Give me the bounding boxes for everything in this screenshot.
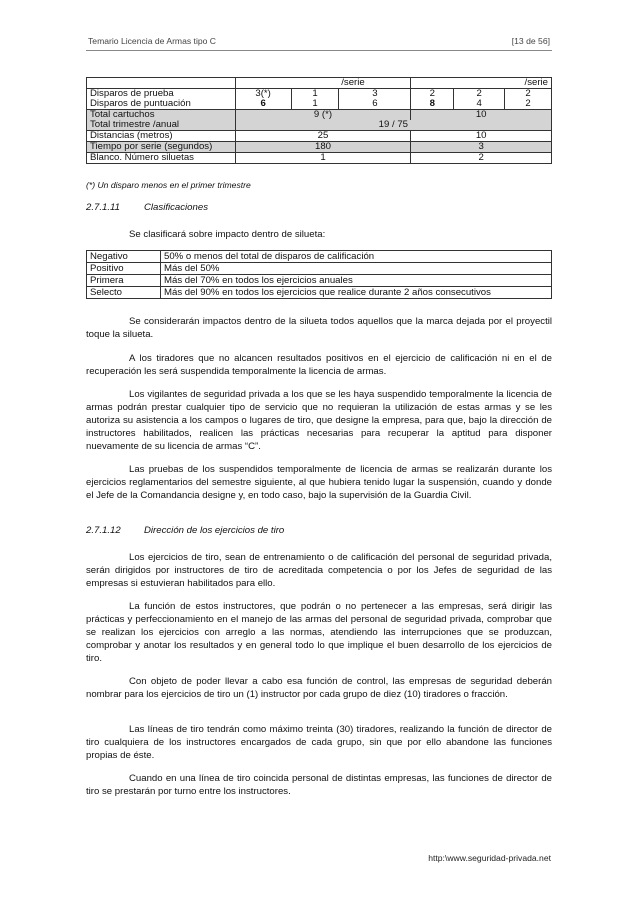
page-number: [13 de 56] [511,36,550,46]
table-row [87,142,552,153]
row-label: Tiempo por serie (segundos) [87,142,236,153]
table-row [87,78,552,89]
paragraph: Los ejercicios de tiro, sean de entrenamiento o de calificación del personal de seguridad privada, serán dirigidos por instructores de tiro de acreditada competencia o por los Jefes de seguridad de las empresas si estuvieran habilitados para ello. [86,552,552,589]
table-cell: 3 [411,142,552,153]
table-cell: 180 [235,142,411,153]
section-heading [86,525,284,536]
table-row [87,275,552,287]
row-label: Total trimestre /anual [87,120,236,131]
row-label: Distancias (metros) [87,131,236,142]
table-cell: 3 [339,89,411,100]
row-label: Blanco. Número siluetas [87,153,236,164]
class-key: Selecto [87,287,161,299]
table-cell: 2 [411,89,454,100]
class-key: Positivo [87,263,161,275]
paragraph: Se considerarán impactos dentro de la silueta todos aquellos que la marca dejada por el proyectil toque la silueta. [86,316,552,340]
table-cell: 25 [235,131,411,142]
table-cell [411,78,552,89]
table-row [87,263,552,275]
table-cell: 1 [291,99,339,110]
paragraph: Con objeto de poder llevar a cabo esa función de control, las empresas de seguridad deberán nombrar para los ejercicios de tiro un (1) instructor por cada grupo de diez (10) tiradores o fracción. [86,676,552,700]
table-row [87,131,552,142]
row-label: Disparos de puntuación [87,99,236,110]
footer-url[interactable]: http:\www.seguridad-privada.net [428,853,551,863]
section-title: Clasificaciones [144,202,208,213]
paragraph: Las pruebas de los suspendidos temporalmente de licencia de armas se realizarán durante los ejercicios reglamentarios del semestre siguiente, al que hubiera tenido lugar la suspensión, cuando y donde el Jefe de la Comandancia designe y, en todo caso, bajo la supervisión de la Guardia Civil. [86,464,552,501]
paragraph: Los vigilantes de seguridad privada a los que se les haya suspendido temporalmente la licencia de armas podrán prestar cualquier tipo de servicio que no requieran la utilización de estas armas y se les autoriza su asistencia a los campos o lugares de tiro, que designe la empresa, para que, bajo la dirección de instructores habilitados, realicen las prácticas necesarias para recuperar la aptitud para disponer nuevamente de su licencia de armas “C”. [86,389,552,452]
table-cell: 2 [411,153,552,164]
table-cell: 9 (*) [235,110,411,121]
section-number: 2.7.1.12 [86,525,121,536]
paragraph: La función de estos instructores, que podrán o no pertenecer a las empresas, será dirigir las prácticas y perfeccionamiento en el manejo de las armas del personal de seguridad privada, comprobar que se realizan los ejercicios con arreglo a las normas, atendiendo las interrupciones que se produzcan, comprobar y anotar los resultados y en general todo lo que implique el buen desarrollo de los ejercicios de tiro. [86,601,552,664]
per-serie-label: /serie [524,77,548,88]
table-cell [87,78,236,89]
table-cell: 1 [235,153,411,164]
classification-table [86,250,552,299]
table-row [87,153,552,164]
section-heading [86,202,208,213]
table-cell: 8 [411,99,454,110]
table-row [87,287,552,299]
paragraph: Cuando en una línea de tiro coincida personal de distintas empresas, las funciones de director de tiro se prestarán por turno entre los instructores. [86,773,552,797]
class-value: Más del 50% [161,263,552,275]
table-cell: 6 [339,99,411,110]
header-divider [86,50,552,51]
table-cell: 1 [291,89,339,100]
class-key: Primera [87,275,161,287]
table-cell: 10 [411,110,552,121]
table-row [87,251,552,263]
table-cell [235,78,411,89]
class-key: Negativo [87,251,161,263]
table-cell: 2 [505,99,552,110]
paragraph: A los tiradores que no alcancen resultados positivos en el ejercicio de calificación ni en el de recuperación les será suspendida temporalmente la licencia de armas. [86,353,552,377]
table-cell: 3(*) [235,89,291,100]
table-cell: 2 [454,89,505,100]
table-footnote: (*) Un disparo menos en el primer trimestre [86,180,251,190]
table-cell: 6 [235,99,291,110]
table-cell: 10 [411,131,552,142]
row-label: Total cartuchos [87,110,236,121]
paragraph: Se clasificará sobre impacto dentro de silueta: [129,229,326,240]
shooting-table [86,77,552,164]
per-serie-label: /serie [341,77,365,88]
table-cell: 4 [454,99,505,110]
table-cell: 19 / 75 [235,120,551,131]
class-value: Más del 90% en todos los ejercicios que realice durante 2 años consecutivos [161,287,552,299]
section-number: 2.7.1.11 [86,202,120,213]
row-label: Disparos de prueba [87,89,236,100]
section-title: Dirección de los ejercicios de tiro [144,525,285,536]
header-title: Temario Licencia de Armas tipo C [88,36,217,46]
table-row [87,120,552,131]
class-value: Más del 70% en todos los ejercicios anuales [161,275,552,287]
class-value: 50% o menos del total de disparos de calificación [161,251,552,263]
table-cell: 2 [505,89,552,100]
table-row [87,99,552,110]
paragraph: Las líneas de tiro tendrán como máximo treinta (30) tiradores, realizando la función de director de tiro cualquiera de los instructores encargados de cada grupo, sin que por ello abandone las funciones propias de éste. [86,724,552,761]
